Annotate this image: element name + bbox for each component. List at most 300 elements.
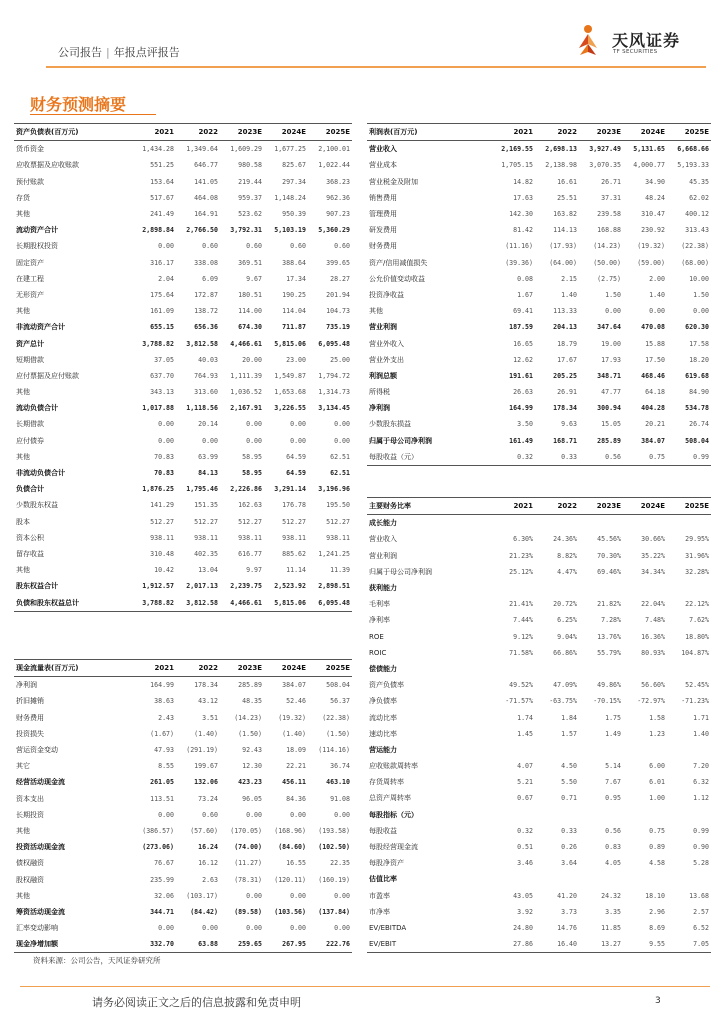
value-cell: 1,434.28 <box>142 145 174 154</box>
table-row <box>367 449 711 466</box>
value-cell: 512.27 <box>150 517 174 526</box>
row-label: 财务费用 <box>16 713 44 722</box>
table-header-row <box>14 660 352 677</box>
value-cell: 52.45% <box>685 681 709 690</box>
row-label: 其他 <box>16 388 30 397</box>
value-cell: (74.00) <box>234 843 262 852</box>
table-row <box>14 400 352 416</box>
table-row <box>14 174 352 190</box>
table-row <box>14 855 352 871</box>
value-cell: 674.30 <box>238 323 262 332</box>
table-row <box>14 839 352 855</box>
value-cell: 0.00 <box>158 436 174 445</box>
value-cell: 142.30 <box>509 210 533 219</box>
table-row <box>367 352 711 368</box>
row-label: 资产负债率 <box>369 681 404 690</box>
row-label: ROIC <box>369 648 387 657</box>
value-cell: -71.57% <box>505 697 533 706</box>
value-cell: 9.63 <box>561 420 577 429</box>
value-cell: 5,193.33 <box>677 161 709 170</box>
row-label: 少数股东损益 <box>369 420 411 429</box>
value-cell: 5,131.65 <box>633 145 665 154</box>
value-cell: 37.31 <box>601 193 621 202</box>
value-cell: 1.23 <box>649 729 665 738</box>
value-cell: 3,927.49 <box>589 145 621 154</box>
row-label: 非流动负债合计 <box>16 469 65 478</box>
value-cell: 0.00 <box>290 436 306 445</box>
value-cell: 1,241.25 <box>318 549 350 558</box>
value-cell: 0.00 <box>290 924 306 933</box>
row-label: 营业利润 <box>369 551 397 560</box>
value-cell: 64.59 <box>286 452 306 461</box>
value-cell: 38.63 <box>154 697 174 706</box>
value-cell: (78.31) <box>234 875 262 884</box>
row-label: 每股净资产 <box>369 859 404 868</box>
table-row <box>367 726 711 742</box>
value-cell: 178.34 <box>553 404 577 413</box>
value-cell: 962.36 <box>326 193 350 202</box>
row-label: 固定资产 <box>16 258 44 267</box>
row-label: 投资活动现金流 <box>16 843 65 852</box>
row-label: 留存收益 <box>16 549 44 558</box>
value-cell: 2.43 <box>158 713 174 722</box>
value-cell: 28.27 <box>330 274 350 283</box>
value-cell: 0.00 <box>334 924 350 933</box>
row-label: 汇率变动影响 <box>16 924 58 933</box>
value-cell: 49.86% <box>597 681 621 690</box>
row-label: 其他 <box>16 210 30 219</box>
value-cell: 1,349.64 <box>186 145 218 154</box>
value-cell: (11.16) <box>505 242 533 251</box>
value-cell <box>623 742 667 758</box>
table-row <box>14 791 352 807</box>
value-cell: 0.00 <box>605 307 621 316</box>
value-cell: (89.58) <box>234 907 262 916</box>
row-label: 管理费用 <box>369 210 397 219</box>
logo-text-en: TF SECURITIES <box>613 49 658 55</box>
value-cell: 16.65 <box>513 339 533 348</box>
value-cell: 297.34 <box>282 177 306 186</box>
value-cell: 1.75 <box>605 713 621 722</box>
value-cell: 517.67 <box>150 193 174 202</box>
value-cell: 463.10 <box>326 778 350 787</box>
value-cell: (22.38) <box>322 713 350 722</box>
value-cell <box>535 807 579 823</box>
value-cell: 3,196.96 <box>318 485 350 494</box>
row-label: 净利率 <box>369 616 390 625</box>
value-cell: 534.78 <box>685 404 709 413</box>
value-cell: (160.19) <box>318 875 350 884</box>
table-row <box>367 335 711 351</box>
row-label: 研发费用 <box>369 226 397 235</box>
value-cell: 8.69 <box>649 923 665 932</box>
value-cell: 25.00 <box>330 355 350 364</box>
value-cell: 512.27 <box>194 517 218 526</box>
section-title-underline <box>30 114 156 115</box>
value-cell: 104.73 <box>326 307 350 316</box>
value-cell: (386.57) <box>142 826 174 835</box>
row-label: 投资净收益 <box>369 290 404 299</box>
value-cell: 711.87 <box>282 323 306 332</box>
row-label: 净利润 <box>369 404 390 413</box>
value-cell: 1.57 <box>561 729 577 738</box>
value-cell: 11.14 <box>286 566 306 575</box>
value-cell: (170.05) <box>230 826 262 835</box>
value-cell: 0.32 <box>517 826 533 835</box>
row-label: 负债合计 <box>16 485 44 494</box>
report-header <box>58 44 180 60</box>
value-cell: 29.95% <box>685 535 709 544</box>
row-label: 财务费用 <box>369 242 397 251</box>
tf-logo-icon <box>568 22 608 62</box>
value-cell: 404.28 <box>641 404 665 413</box>
table-row <box>14 823 352 839</box>
row-label: 股权融资 <box>16 875 44 884</box>
value-cell: 18.10 <box>645 891 665 900</box>
value-cell: 17.67 <box>557 355 577 364</box>
value-cell <box>491 515 535 532</box>
row-label: 流动资产合计 <box>16 226 58 235</box>
table-row <box>14 206 352 222</box>
value-cell: 22.12% <box>685 600 709 609</box>
value-cell: 21.82% <box>597 600 621 609</box>
row-label: 其他 <box>369 307 383 316</box>
value-cell: 235.99 <box>150 875 174 884</box>
value-cell: 43.05 <box>513 891 533 900</box>
table-row <box>14 514 352 530</box>
value-cell: 34.90 <box>645 177 665 186</box>
value-cell <box>491 661 535 677</box>
row-label: 偿债能力 <box>369 664 397 673</box>
table-row <box>367 904 711 920</box>
value-cell: 6.09 <box>202 274 218 283</box>
value-cell: 25.12% <box>509 567 533 576</box>
value-cell: 70.83 <box>154 469 174 478</box>
table-row <box>367 742 711 758</box>
value-cell: 6,095.48 <box>308 594 352 611</box>
value-cell: 4.05 <box>605 859 621 868</box>
value-cell: 20.21 <box>645 420 665 429</box>
value-cell: 2,226.86 <box>230 485 262 494</box>
table-row <box>367 807 711 823</box>
row-label: 销售费用 <box>369 193 397 202</box>
value-cell <box>667 871 711 887</box>
table-row <box>367 839 711 855</box>
value-cell: 1,022.44 <box>318 161 350 170</box>
value-cell: 58.95 <box>242 469 262 478</box>
value-cell <box>579 871 623 887</box>
value-cell: (1.50) <box>326 729 350 738</box>
value-cell: 300.94 <box>597 404 621 413</box>
header-divider: | <box>106 46 110 59</box>
row-label: 存货 <box>16 193 30 202</box>
table-row <box>367 564 711 580</box>
table-row <box>14 904 352 920</box>
value-cell: (2.75) <box>597 274 621 283</box>
value-cell: 132.06 <box>194 778 218 787</box>
value-cell: 470.08 <box>641 323 665 332</box>
table-row <box>367 303 711 319</box>
value-cell: 113.33 <box>553 307 577 316</box>
value-cell: 45.35 <box>689 177 709 186</box>
value-cell <box>667 661 711 677</box>
value-cell: 18.80% <box>685 632 709 641</box>
table-row <box>14 271 352 287</box>
row-label: 应付债券 <box>16 436 44 445</box>
value-cell: -72.97% <box>637 697 665 706</box>
value-cell: 0.56 <box>605 826 621 835</box>
value-cell: 0.90 <box>693 843 709 852</box>
value-cell: 0.00 <box>290 420 306 429</box>
value-cell: 2.57 <box>693 907 709 916</box>
year-header: 2023E <box>220 124 264 141</box>
row-label: 货币资金 <box>16 145 44 154</box>
table-header-row <box>367 498 711 515</box>
value-cell: 1,036.52 <box>230 388 262 397</box>
table-title: 资产负债表(百万元) <box>14 124 132 141</box>
row-label: 非流动资产合计 <box>16 323 65 332</box>
value-cell: 21.41% <box>509 600 533 609</box>
value-cell: 3.73 <box>561 907 577 916</box>
value-cell: 512.27 <box>238 517 262 526</box>
row-label: 股东权益合计 <box>16 582 58 591</box>
value-cell: 267.95 <box>264 936 308 953</box>
value-cell: 1.00 <box>649 794 665 803</box>
value-cell: 178.34 <box>194 681 218 690</box>
year-header: 2023E <box>220 660 264 677</box>
value-cell: 7.48% <box>645 616 665 625</box>
value-cell: 6.32 <box>693 778 709 787</box>
value-cell: 20.72% <box>553 600 577 609</box>
row-label: 短期借款 <box>16 355 44 364</box>
row-label: 债权融资 <box>16 859 44 868</box>
value-cell: 0.60 <box>246 242 262 251</box>
year-header: 2025E <box>308 124 352 141</box>
value-cell: (19.32) <box>637 242 665 251</box>
value-cell: 195.50 <box>326 501 350 510</box>
value-cell: 764.93 <box>194 371 218 380</box>
company-logo <box>568 22 688 62</box>
year-header: 2023E <box>579 124 623 141</box>
value-cell: (64.00) <box>549 258 577 267</box>
value-cell: 2,239.75 <box>230 582 262 591</box>
value-cell <box>535 742 579 758</box>
row-label: 经营活动现金流 <box>16 778 65 787</box>
value-cell: 0.00 <box>693 307 709 316</box>
table-row <box>367 774 711 790</box>
value-cell: 0.83 <box>605 843 621 852</box>
value-cell: 1.40 <box>649 290 665 299</box>
value-cell: 48.24 <box>645 193 665 202</box>
value-cell: 17.93 <box>601 355 621 364</box>
year-header: 2024E <box>623 124 667 141</box>
value-cell: 45.56% <box>597 535 621 544</box>
row-label: 其他 <box>16 826 30 835</box>
value-cell: 21.23% <box>509 551 533 560</box>
value-cell: 1,609.29 <box>230 145 262 154</box>
value-cell: 1,794.72 <box>318 371 350 380</box>
value-cell: (19.32) <box>278 713 306 722</box>
row-label: 市盈率 <box>369 891 390 900</box>
value-cell: -71.23% <box>681 697 709 706</box>
value-cell: 655.15 <box>150 323 174 332</box>
value-cell: 8.55 <box>158 762 174 771</box>
value-cell: (114.16) <box>318 746 350 755</box>
value-cell: 950.39 <box>282 210 306 219</box>
value-cell <box>491 742 535 758</box>
value-cell: 6.30% <box>513 535 533 544</box>
value-cell: 241.49 <box>150 210 174 219</box>
table-row <box>367 531 711 547</box>
report-category: 公司报告 <box>58 46 102 59</box>
value-cell: 1.45 <box>517 729 533 738</box>
value-cell: 512.27 <box>282 517 306 526</box>
value-cell: 3.51 <box>202 713 218 722</box>
value-cell: 1,795.46 <box>186 485 218 494</box>
table-row <box>14 546 352 562</box>
value-cell: 1,876.25 <box>142 485 174 494</box>
table-row <box>367 141 711 158</box>
row-label: 营业成本 <box>369 161 397 170</box>
row-label: 应收账款周转率 <box>369 762 418 771</box>
table-row <box>14 481 352 497</box>
value-cell: 2,698.13 <box>545 145 577 154</box>
value-cell: 0.00 <box>202 924 218 933</box>
value-cell: 938.11 <box>282 533 306 542</box>
value-cell: 9.12% <box>513 632 533 641</box>
row-label: 成长能力 <box>369 519 397 528</box>
value-cell <box>491 807 535 823</box>
value-cell: 3,070.35 <box>589 161 621 170</box>
value-cell: 1.40 <box>561 290 577 299</box>
value-cell: 239.58 <box>597 210 621 219</box>
value-cell: 62.51 <box>330 452 350 461</box>
value-cell: 735.19 <box>326 323 350 332</box>
row-label: 每股指标（元） <box>369 810 418 819</box>
year-header: 2024E <box>623 498 667 515</box>
value-cell: 508.04 <box>685 436 709 445</box>
value-cell: 512.27 <box>326 517 350 526</box>
value-cell: 164.99 <box>150 681 174 690</box>
value-cell: (39.36) <box>505 258 533 267</box>
value-cell: 15.05 <box>601 420 621 429</box>
value-cell: 16.40 <box>535 936 579 953</box>
table-row <box>367 157 711 173</box>
value-cell: 5.28 <box>693 859 709 868</box>
value-cell: 2,138.98 <box>545 161 577 170</box>
value-cell: 7.20 <box>693 762 709 771</box>
row-label: 流动负债合计 <box>16 404 58 413</box>
value-cell: 199.67 <box>194 762 218 771</box>
table-row <box>14 693 352 709</box>
row-label: 公允价值变动收益 <box>369 274 425 283</box>
value-cell: (14.23) <box>593 242 621 251</box>
value-cell: 343.13 <box>150 388 174 397</box>
value-cell: 0.60 <box>290 242 306 251</box>
value-cell: 1.50 <box>693 290 709 299</box>
table-row <box>367 255 711 271</box>
value-cell: 92.43 <box>242 746 262 755</box>
value-cell: (273.06) <box>142 843 174 852</box>
table-row <box>14 578 352 594</box>
value-cell: 825.67 <box>282 161 306 170</box>
table-row <box>14 742 352 758</box>
value-cell: 1,653.68 <box>274 388 306 397</box>
value-cell: 0.33 <box>561 826 577 835</box>
value-cell: 6.00 <box>649 762 665 771</box>
year-header: 2021 <box>491 498 535 515</box>
value-cell: 5.21 <box>517 778 533 787</box>
value-cell: 656.36 <box>194 323 218 332</box>
value-cell: 43.12 <box>198 697 218 706</box>
value-cell: 0.08 <box>517 274 533 283</box>
value-cell: 938.11 <box>150 533 174 542</box>
value-cell: 12.62 <box>513 355 533 364</box>
value-cell: 2,100.01 <box>318 145 350 154</box>
value-cell: 310.48 <box>150 549 174 558</box>
table-row <box>367 515 711 532</box>
value-cell <box>535 871 579 887</box>
table-row <box>14 710 352 726</box>
value-cell: 456.11 <box>282 778 306 787</box>
value-cell: (168.96) <box>274 826 306 835</box>
value-cell: 2,167.91 <box>230 404 262 413</box>
value-cell: 3,812.58 <box>176 594 220 611</box>
report-type: 年报点评报告 <box>113 46 180 59</box>
table-row <box>367 693 711 709</box>
value-cell: 37.05 <box>154 355 174 364</box>
row-label: 其他 <box>16 566 30 575</box>
value-cell <box>623 871 667 887</box>
value-cell: 13.76% <box>597 632 621 641</box>
value-cell: 3.46 <box>517 859 533 868</box>
value-cell: 2.04 <box>158 274 174 283</box>
value-cell: 0.00 <box>334 891 350 900</box>
row-label: 估值比率 <box>369 875 397 884</box>
value-cell <box>491 580 535 596</box>
value-cell: 2.96 <box>649 907 665 916</box>
footer-divider-line <box>20 986 710 987</box>
value-cell: 261.05 <box>150 778 174 787</box>
row-label: 速动比率 <box>369 729 397 738</box>
year-header: 2021 <box>132 660 176 677</box>
value-cell: 5.50 <box>561 778 577 787</box>
row-label: 营业利润 <box>369 323 397 332</box>
value-cell: (120.11) <box>274 875 306 884</box>
table-row <box>367 888 711 904</box>
table-row <box>14 920 352 936</box>
value-cell: 6.52 <box>693 923 709 932</box>
value-cell: 41.20 <box>557 891 577 900</box>
row-label: 获利能力 <box>369 584 397 593</box>
value-cell: 14.82 <box>513 177 533 186</box>
row-label: 营业外支出 <box>369 355 404 364</box>
value-cell: 8.82% <box>557 551 577 560</box>
value-cell: 0.71 <box>561 794 577 803</box>
value-cell: 47.09% <box>553 681 577 690</box>
value-cell: 259.65 <box>220 936 264 953</box>
row-label: 每股收益 <box>369 826 397 835</box>
disclaimer-text: 请务必阅读正文之后的信息披露和免责申明 <box>92 996 301 1009</box>
row-label: 总资产周转率 <box>369 794 411 803</box>
value-cell: (11.27) <box>234 859 262 868</box>
value-cell: 13.68 <box>689 891 709 900</box>
row-label: 营业收入 <box>369 535 397 544</box>
value-cell: 285.89 <box>597 436 621 445</box>
value-cell: 113.51 <box>150 794 174 803</box>
value-cell: 104.87% <box>681 648 709 657</box>
value-cell: 71.58% <box>509 648 533 657</box>
